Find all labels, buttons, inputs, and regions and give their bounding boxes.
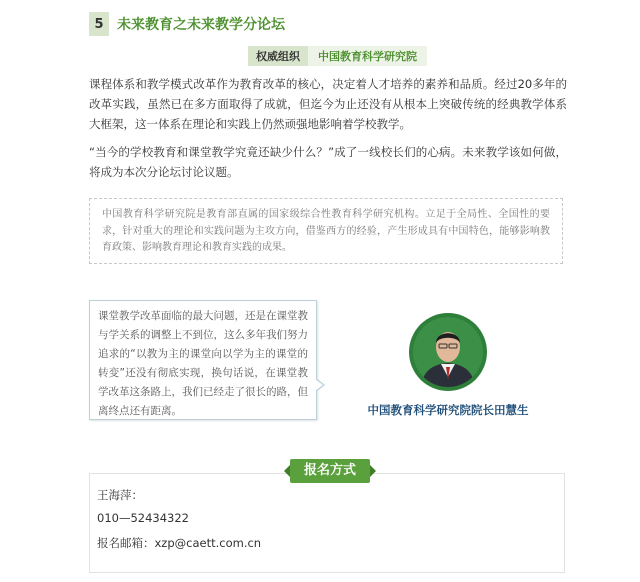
section-number-badge: 5	[89, 12, 109, 36]
quote-bubble-tail-inner	[315, 379, 323, 391]
authority-org-value: 中国教育科学研究院	[308, 46, 427, 66]
intro-paragraph: 课程体系和教学模式改革作为教育改革的核心，决定着人才培养的素养和品质。经过20多年的改革实践，虽然已在多方面取得了成就，但迄今为止还没有从根本上突破传统的经典教学体系大框架，这一体系在理论和实践上仍然顽强地影响着学校教学。	[89, 77, 567, 131]
quote-bubble: 课堂教学改革面临的最大问题，还是在课堂教与学关系的调整上不到位，这么多年我们努力追求的“以教为主的课堂向以学为主的课堂的转变”还没有彻底实现，换句话说，在课堂教学改革这条路上，我们已经走了很长的路，但离终点还有距离。	[89, 300, 317, 420]
contact-phone: 010—52434322	[97, 511, 189, 525]
contact-email: 报名邮箱：xzp@caett.com.cn	[97, 536, 262, 550]
authority-org-label: 权威组织	[248, 46, 308, 66]
section-title: 未来教育之未来教学分论坛	[117, 17, 285, 33]
speaker-portrait	[409, 313, 487, 391]
question-paragraph: “当今的学校教育和课堂教学究竟还缺少什么？”成了一线校长们的心病。未来教学该如何做，将成为本次分论坛讨论议题。	[89, 145, 567, 179]
contact-title: 报名方式	[290, 459, 370, 483]
section-header	[89, 12, 285, 36]
contact-title-ribbon	[290, 458, 370, 484]
speaker-portrait-icon	[413, 317, 483, 387]
contact-name: 王海萍：	[97, 488, 143, 502]
institute-info-box: 中国教育科学研究院是教育部直属的国家级综合性教育科学研究机构。立足于全局性、全国性的要求，针对重大的理论和实践问题为主攻方向，借鉴西方的经验，产生形成具有中国特色，能够影响教育政策、影响教育理论和教育实践的成果。	[89, 198, 563, 264]
authority-org-tag	[248, 46, 427, 66]
speaker-caption: 中国教育科学研究院院长田慧生	[367, 403, 529, 417]
